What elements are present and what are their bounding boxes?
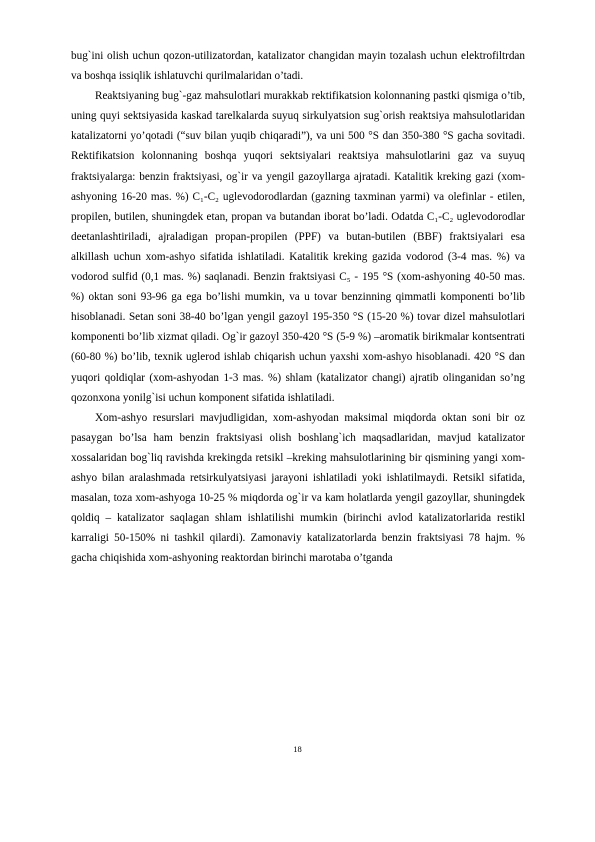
page-number: 18	[293, 744, 302, 754]
paragraph-reaction-products: Reaktsiyaning bug`-gaz mahsulotlari murakkab rektifikatsion kolonnaning pastki qismiga o’tib, uning quyi sektsiyasida kaskad tarelkalarda suyuq sirkulyatsion sug`orish reaktsiya mahsulotlaridan katalizatorni yo’qotadi (“suv bilan yuqib chiqaradi”), va uni 500 °S dan 350-380 °S gacha sovitadi. Rektifikatsion kolonnaning boshqa yuqori sektsiyalari reaktsiya mahsulotlarini gaz va suyuq fraktsiyalarga: benzin fraktsiyasi, og`ir va yengil gazoyllarga ajratadi. Katalitik kreking gazi (xom-ashyoning 16-20 mas. %) C₁-C₂ uglevodorodlardan (gazning taxminan yarmi) va olefinlar - etilen, propilen, butilen, shuningdek etan, propan va butandan iborat bo’ladi. Odatda C₁-C₂ uglevodorodlar deetanlashtiriladi, ajraladigan propan-propilen (PPF) va butan-butilen (BBF) fraktsiyalari esa alkillash uchun xom-ashyo sifatida ishlatiladi. Katalitik kreking gazida vodorod (3-4 mas. %) va vodorod sulfid (0,1 mas. %) saqlanadi. Benzin fraktsiyasi C₅ - 195 °S (xom-ashyoning 40-50 mas. %) oktan soni 93-96 ga ega bo’lishi mumkin, va u tovar benzinning qimmatli komponenti bo’lib hisoblanadi. Setan soni 38-40 bo’lgan yengil gazoyl 195-350 °S (15-20 %) tovar dizel mahsulotlari komponenti bo’lib xizmat qiladi. Og`ir gazoyl 350-420 °S (5-9 %) –aromatik birikmalar kontsentrati (60-80 %) bo’lib, texnik uglerod ishlab chiqarish uchun yaxshi xom-ashyo hisoblanadi. 420 °S dan yuqori qoldiqlar (xom-ashyodan 1-3 mas. %) shlam (katalizator changi) ajratib olinganidan so’ng qozonxona yonilg`isi uchun komponent sifatida ishlatiladi.	[71, 90, 525, 404]
paragraph-raw-material-resources: Xom-ashyo resurslari mavjudligidan, xom-ashyodan maksimal miqdorda oktan soni bir oz pasaygan bo’lsa ham benzin fraktsiyasi olish boshlang`ich maqsadlaridan, mavjud katalizator xossalaridan bog`liq ravishda krekingda retsikl –kreking mahsulotlarining bir qismining yangi xom-ashyo bilan aralashmada retsirkulyatsiyasi jarayoni ishlatiladi yoki ishlatilmaydi. Retsikl sifatida, masalan, toza xom-ashyoga 10-25 % miqdorda og`ir va kam holatlarda yengil gazoyllar, shuningdek qoldiq – katalizator saqlagan shlam ishlatilishi mumkin (birinchi avlod katalizatorlarida restikl karraligi 50-150% ni tashkil qilardi). Zamonaviy katalizatorlarda benzin fraktsiyasi 78 hajm. % gacha chiqishida xom-ashyoning reaktordan birinchi marotaba o’tganda	[71, 411, 525, 565]
paragraph-continuation: bug`ini olish uchun qozon-utilizatordan, katalizator changidan mayin tozalash uchun elektrofiltrdan va boshqa issiqlik ishlatuvchi qurilmalaridan o’tadi.	[71, 50, 525, 83]
document-body	[71, 46, 525, 568]
